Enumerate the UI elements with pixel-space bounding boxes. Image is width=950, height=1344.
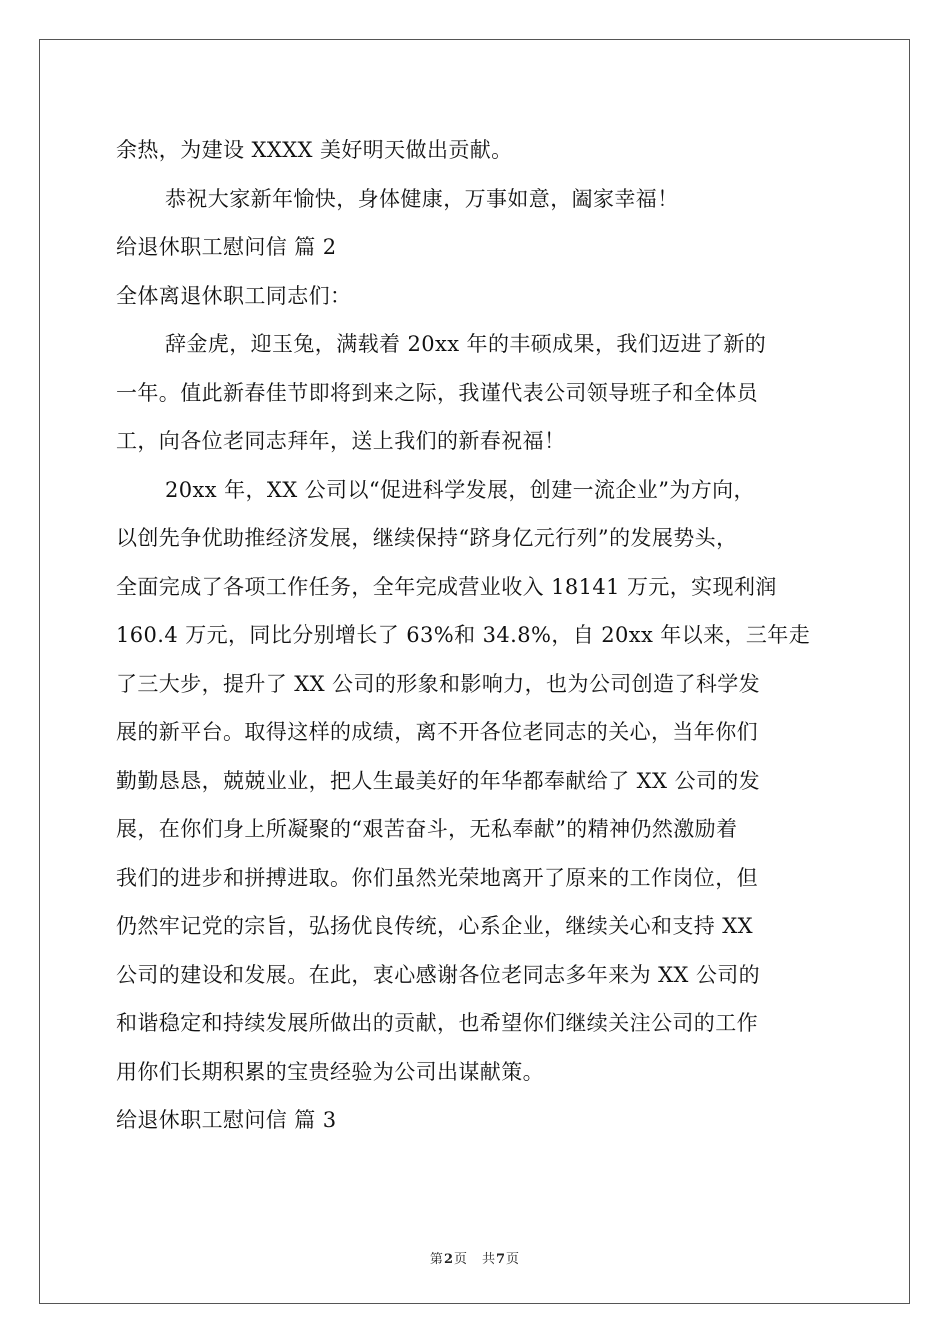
text-line: 20xx 年，XX 公司以“促进科学发展，创建一流企业”为方向， — [165, 477, 755, 502]
text-line: 160.4 万元，同比分别增长了 63%和 34.8%，自 20xx 年以来，三年走 — [116, 623, 811, 647]
page-number-total: 7 — [496, 1252, 507, 1267]
text-line: 辞金虎，迎玉兔，满载着 20xx 年的丰硕成果，我们迈进了新的 — [165, 332, 767, 356]
text-line: 用你们长期积累的宝贵经验为公司出谋献策。 — [116, 1059, 544, 1084]
page-number-suffix: 页 — [506, 1252, 521, 1267]
text-line: 公司的建设和发展。在此，衷心感谢各位老同志多年来为 XX 公司的 — [116, 962, 761, 987]
page-number — [0, 1248, 950, 1267]
text-line: 了三大步，提升了 XX 公司的形象和影响力，也为公司创造了科学发 — [116, 671, 761, 696]
text-line: 我们的进步和拼搏进取。你们虽然光荣地离开了原来的工作岗位，但 — [116, 865, 758, 890]
text-line: 勤勤恳恳，兢兢业业，把人生最美好的年华都奉献给了 XX 公司的发 — [116, 768, 761, 793]
text-line: 和谐稳定和持续发展所做出的贡献，也希望你们继续关注公司的工作 — [116, 1011, 758, 1035]
text-line: 展的新平台。取得这样的成绩，离不开各位老同志的关心，当年你们 — [116, 720, 758, 744]
text-line: 全体离退休职工同志们： — [116, 283, 352, 308]
text-line: 给退休职工慰问信 篇 2 — [116, 235, 337, 259]
text-line: 全面完成了各项工作任务，全年完成营业收入 18141 万元，实现利润 — [116, 574, 777, 599]
page-number-current: 2 — [443, 1252, 454, 1267]
text-line: 给退休职工慰问信 篇 3 — [116, 1108, 337, 1132]
page-number-prefix: 第 — [429, 1252, 444, 1267]
text-line: 展，在你们身上所凝聚的“艰苦奋斗，无私奉献”的精神仍然激励着 — [116, 817, 738, 841]
text-line: 一年。值此新春佳节即将到来之际，我谨代表公司领导班子和全体员 — [116, 380, 758, 405]
text-line: 工，向各位老同志拜年，送上我们的新春祝福！ — [116, 429, 566, 453]
document-body — [116, 126, 836, 1145]
page-number-mid: 页 共 — [453, 1252, 496, 1267]
text-line: 余热，为建设 XXXX 美好明天做出贡献。 — [116, 138, 513, 162]
text-line: 仍然牢记党的宗旨，弘扬优良传统，心系企业，继续关心和支持 XX — [116, 914, 753, 938]
text-line: 以创先争优助推经济发展，继续保持“跻身亿元行列”的发展势头， — [116, 526, 738, 550]
text-line: 恭祝大家新年愉快，身体健康，万事如意，阖家幸福！ — [165, 186, 679, 211]
